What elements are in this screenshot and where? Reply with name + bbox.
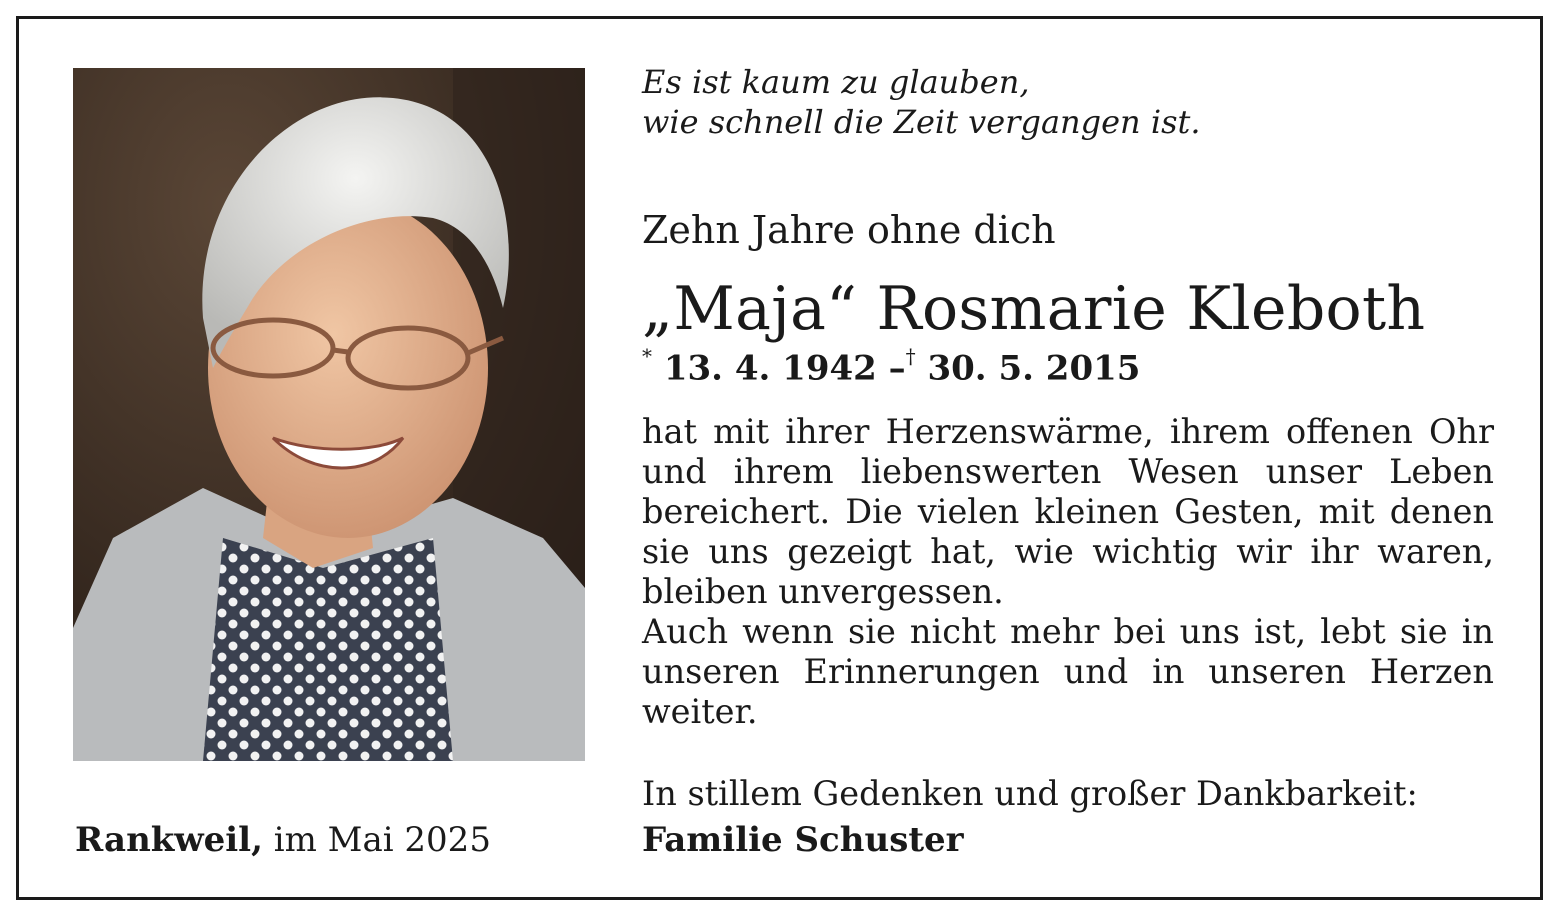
birth-symbol: * (642, 344, 652, 368)
birth-date: 13. 4. 1942 (663, 348, 877, 389)
portrait-photo (73, 68, 585, 761)
motto (642, 62, 1494, 142)
family-signature: Familie Schuster (642, 820, 964, 860)
intro-line: Zehn Jahre ohne dich (642, 208, 1056, 252)
place-date-line (75, 818, 491, 862)
death-date: 30. 5. 2015 (927, 348, 1141, 389)
tribute-paragraph-1: hat mit ihrer Herzenswärme, ihrem offenen Ohr und ihrem liebenswerten Wesen unser Leben bereichert. Die vielen kleinen Gesten, mit denen sie uns gezeigt hat, wie wichtig wir ihr waren, bleiben unvergessen. (642, 412, 1494, 612)
closing-line: In stillem Gedenken und großer Dankbarkeit: (642, 774, 1418, 813)
tribute-paragraph-2: Auch wenn sie nicht mehr bei uns ist, lebt sie in unseren Erinnerungen und in unseren Herzen weiter. (642, 612, 1494, 732)
motto-line-2: wie schnell die Zeit vergangen ist. (642, 103, 1201, 141)
death-symbol: † (905, 344, 916, 368)
notice-date: im Mai 2025 (273, 820, 491, 860)
place-name: Rankweil, (75, 820, 263, 860)
tribute-text (642, 412, 1494, 732)
dates-separator: – (888, 348, 906, 389)
life-dates (642, 338, 1494, 390)
notice-text-column (642, 62, 1494, 732)
motto-line-1: Es ist kaum zu glauben, (642, 63, 1030, 101)
deceased-name: „Maja“ Rosmarie Kleboth (642, 274, 1426, 344)
